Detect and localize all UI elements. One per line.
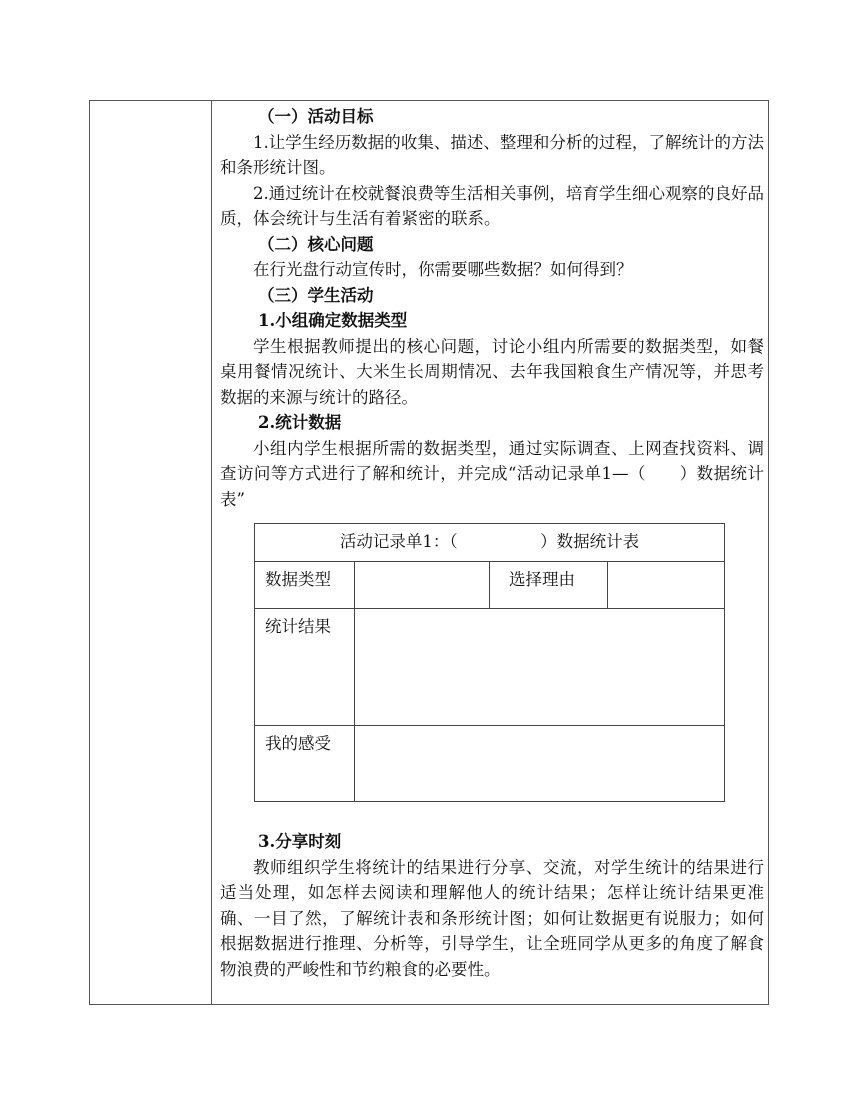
step3-heading: 3.分享时刻 [258, 832, 342, 851]
step1-text: 学生根据教师提出的核心问题，讨论小组内所需要的数据类型，如餐桌用餐情况统计、大米生长周期情况、去年我国粮食生产情况等，并思考数据的来源与统计的路径。 [220, 336, 764, 407]
record-form-title: 活动记录单1：（ ）数据统计表 [339, 532, 640, 551]
data-type-label: 数据类型 [265, 570, 331, 589]
feeling-field[interactable] [355, 726, 724, 801]
record-form-table [254, 523, 725, 802]
result-field[interactable] [355, 609, 724, 725]
feeling-label: 我的感受 [265, 734, 331, 753]
goal-item-2: 2.通过统计在校就餐浪费等生活相关事例，培育学生细心观察的良好品质，体会统计与生活有着紧密的联系。 [220, 183, 764, 228]
step3-text: 教师组织学生将统计的结果进行分享、交流，对学生统计的结果进行适当处理，如怎样去阅读和理解他人的统计结果；怎样让统计结果更准确、一目了然，了解统计表和条形统计图；如何让数据更有说服力；如何根据数据进行推理、分析等，引导学生，让全班同学从更多的角度了解食物浪费的严峻性和节约粮食的必要性。 [220, 857, 764, 979]
core-heading: （二）核心问题 [258, 234, 374, 254]
step2-text: 小组内学生根据所需的数据类型，通过实际调查、上网查找资料、调查访问等方式进行了解和统计，并完成“活动记录单1—（ ）数据统计表” [220, 438, 764, 509]
column-divider [489, 561, 490, 608]
lesson-content [220, 104, 764, 512]
core-text: 在行光盘行动宣传时，你需要哪些数据？如何得到？ [253, 260, 633, 279]
result-label: 统计结果 [265, 617, 331, 636]
goal-item-1: 1.让学生经历数据的收集、描述、整理和分析的过程，了解统计的方法和条形统计图。 [220, 132, 764, 177]
share-section [220, 829, 764, 982]
reason-label: 选择理由 [509, 570, 575, 589]
data-type-field[interactable] [355, 562, 489, 608]
column-divider [211, 100, 212, 1005]
reason-field[interactable] [608, 562, 724, 608]
goal-heading: （一）活动目标 [258, 107, 374, 126]
activity-heading: （三）学生活动 [258, 285, 374, 305]
step1-heading: 1.小组确定数据类型 [258, 311, 408, 330]
step2-heading: 2.统计数据 [258, 413, 342, 432]
